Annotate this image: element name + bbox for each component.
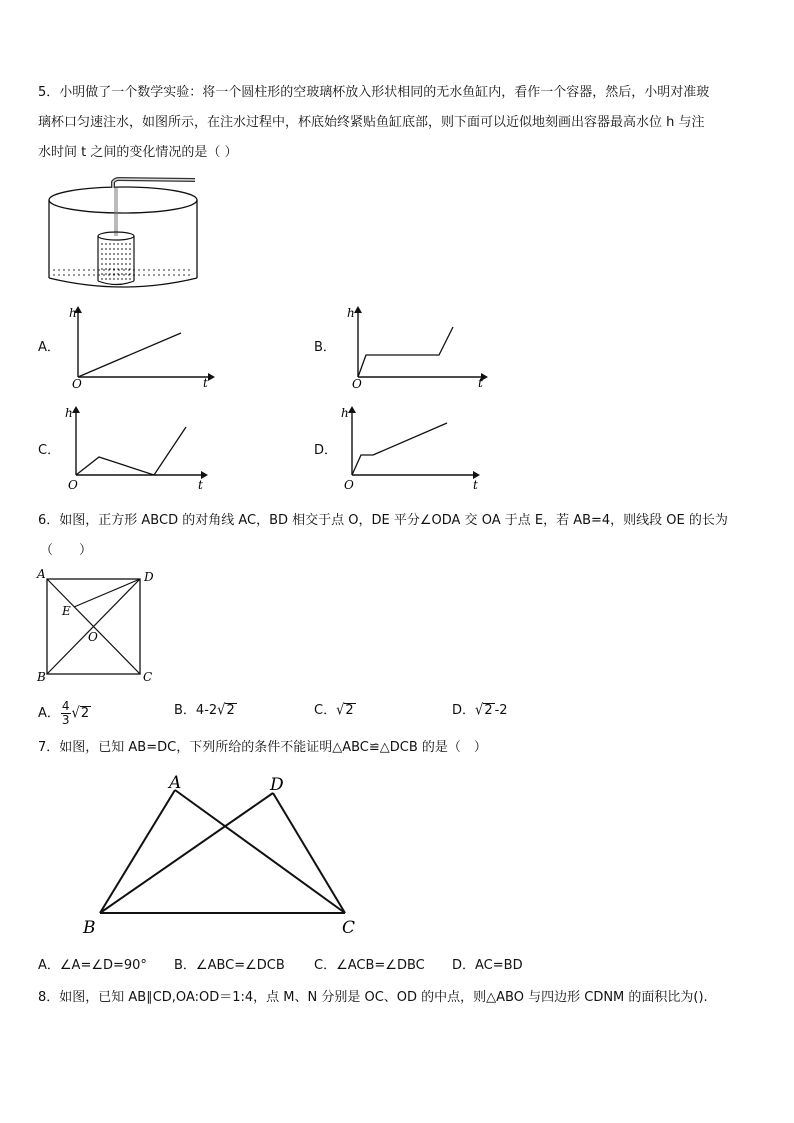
q5-option-d-letter[interactable]: D． [314,443,338,458]
origin-label: O [68,478,78,492]
q5-stem-line3: 水时间 t 之间的变化情况的是（ ） [38,145,238,160]
q6-option-a[interactable] [38,700,91,727]
fish-tank-figure [45,178,205,290]
fraction-numerator: 4 [61,699,70,713]
q6-option-d[interactable] [452,703,508,719]
q5-option-a-graph[interactable] [66,305,216,390]
q5-stem-line1: 5．小明做了一个数学实验：将一个圆柱形的空玻璃杯放入形状相同的无水鱼缸内，看作一个容器，然后，小明对准玻 [38,85,710,100]
fraction-denominator: 3 [61,713,70,727]
vertex-a-label: A [169,773,182,793]
vertex-a-label: A [37,567,46,581]
point-o-label: O [88,630,98,644]
q5-option-c-graph[interactable] [64,405,214,493]
square-abcd-figure [35,565,165,690]
vertex-b-label: B [83,918,96,938]
q7-option-d[interactable]: D．AC=BD [452,958,523,973]
axis-h-label: h [69,306,77,320]
radical-icon: √ [71,704,80,723]
point-e-label: E [62,604,71,618]
axis-t-label: t [198,478,203,492]
option-b-prefix: 4-2 [195,703,218,718]
q7-stem-line1: 7．如图，已知 AB=DC，下列所给的条件不能证明△ABC≌△DCB 的是（ ） [38,740,487,755]
radicand: 2 [345,703,354,718]
q5-stem-line2: 璃杯口匀速注水，如图所示，在注水过程中，杯底始终紧贴鱼缸底部，则下面可以近似地刻画出容器最高水位 h 与注 [38,115,705,130]
q5-option-d-graph[interactable] [340,405,490,493]
radical-icon: √ [217,701,226,720]
vertex-d-label: D [270,775,284,795]
q6-option-c[interactable] [314,703,356,719]
q6-option-a-letter: A． [38,706,60,721]
triangles-abc-dcb-figure [80,770,370,940]
axis-t-label: t [203,376,208,390]
q5-option-b-letter[interactable]: B． [314,340,336,355]
q6-stem-line2: （ ） [40,543,93,558]
q7-option-b[interactable]: B．∠ABC=∠DCB [174,958,285,973]
origin-label: O [344,478,354,492]
vertex-b-label: B [37,670,46,684]
q8-stem-line1: 8．如图，已知 AB∥CD,OA:OD＝1:4，点 M、N 分别是 OC、OD 的中点，则△ABO 与四边形 CDNM 的面积比为(). [38,990,708,1005]
q6-stem-line1: 6．如图，正方形 ABCD 的对角线 AC，BD 相交于点 O，DE 平分∠ODA 交 OA 于点 E，若 AB=4，则线段 OE 的长为 [38,513,728,528]
radical-icon: √ [475,701,484,720]
origin-label: O [352,377,362,391]
radicand: 2 [80,706,90,721]
option-d-suffix: -2 [494,703,508,718]
vertex-c-label: C [342,918,356,938]
fraction [61,700,71,727]
q7-option-c[interactable]: C．∠ACB=∠DBC [314,958,425,973]
axis-h-label: h [347,306,355,320]
vertex-d-label: D [144,570,154,584]
vertex-c-label: C [143,670,153,684]
q5-option-c-letter[interactable]: C． [38,443,61,458]
origin-label: O [72,377,82,391]
axis-t-label: t [473,478,478,492]
q5-option-b-graph[interactable] [346,305,496,390]
axis-h-label: h [341,406,349,420]
radicand: 2 [226,703,235,718]
axis-t-label: t [478,376,483,390]
q7-option-a[interactable]: A．∠A=∠D=90° [38,958,147,973]
radical-icon: √ [336,701,345,720]
radicand: 2 [484,703,493,718]
q6-option-b-letter: B． [174,703,196,718]
q6-option-d-letter: D． [452,703,476,718]
q6-option-b[interactable] [174,703,237,719]
q6-option-c-letter: C． [314,703,337,718]
axis-h-label: h [65,406,73,420]
q5-option-a-letter[interactable]: A． [38,340,60,355]
